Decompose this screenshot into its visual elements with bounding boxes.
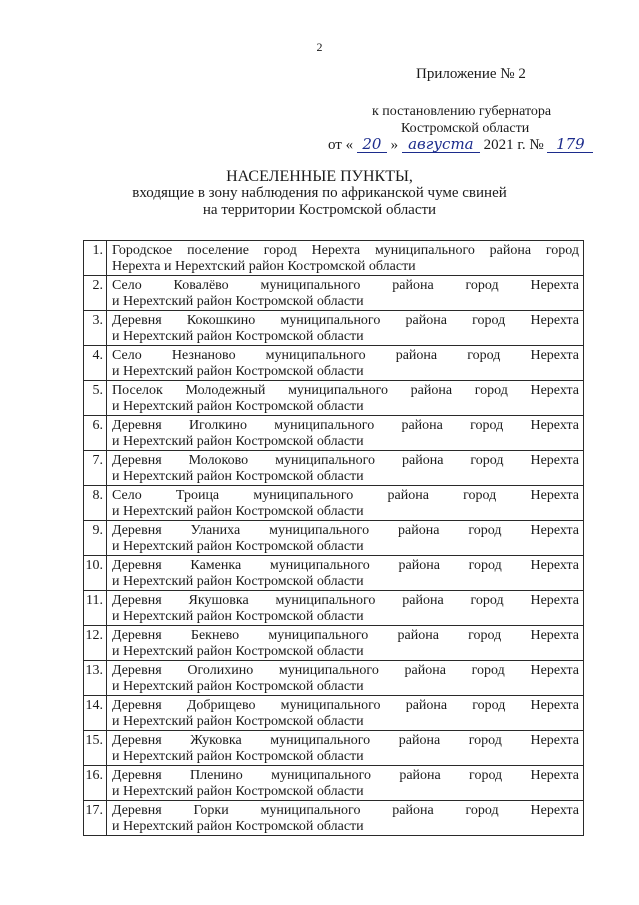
table-row	[84, 451, 584, 486]
row-settlement	[107, 591, 584, 626]
table-row	[84, 241, 584, 276]
table-row	[84, 486, 584, 521]
row-settlement	[107, 486, 584, 521]
settlement-line-2: и Нерехтский район Костромской области	[112, 294, 364, 309]
table-row	[84, 661, 584, 696]
settlement-line-2: и Нерехтский район Костромской области	[112, 434, 364, 449]
date-line	[328, 136, 593, 154]
row-number: 15.	[84, 731, 107, 766]
handwritten-month: августа	[402, 136, 480, 153]
settlements-table	[83, 240, 584, 836]
settlement-line-2: и Нерехтский район Костромской области	[112, 679, 364, 694]
settlement-line-1: Село Незнаново муниципального района город Нерехта	[112, 348, 579, 363]
row-number: 14.	[84, 696, 107, 731]
settlement-line-1: Деревня Якушовка муниципального района город Нерехта	[112, 593, 579, 608]
settlement-line-1: Поселок Молодежный муниципального района город Нерехта	[112, 383, 579, 398]
row-settlement	[107, 626, 584, 661]
table-row	[84, 766, 584, 801]
date-mid: »	[390, 137, 399, 153]
settlement-line-2: и Нерехтский район Костромской области	[112, 539, 364, 554]
table-row	[84, 416, 584, 451]
date-year: 2021 г. №	[483, 137, 544, 153]
row-settlement	[107, 241, 584, 276]
row-number: 11.	[84, 591, 107, 626]
table-row	[84, 276, 584, 311]
row-number: 13.	[84, 661, 107, 696]
settlement-line-1: Деревня Добрищево муниципального района город Нерехта	[112, 698, 579, 713]
row-number: 10.	[84, 556, 107, 591]
settlement-line-2: Нерехта и Нерехтский район Костромской области	[112, 259, 416, 274]
settlement-line-2: и Нерехтский район Костромской области	[112, 399, 364, 414]
title-line-2: входящие в зону наблюдения по африканской чуме свиней	[132, 185, 507, 201]
table-row	[84, 346, 584, 381]
row-settlement	[107, 451, 584, 486]
row-number: 9.	[84, 521, 107, 556]
page-number: 2	[316, 40, 323, 54]
row-number: 16.	[84, 766, 107, 801]
row-number: 4.	[84, 346, 107, 381]
settlement-line-1: Село Ковалёво муниципального района город Нерехта	[112, 278, 579, 293]
settlement-line-2: и Нерехтский район Костромской области	[112, 819, 364, 834]
row-settlement	[107, 661, 584, 696]
table-row	[84, 381, 584, 416]
table-row	[84, 626, 584, 661]
row-settlement	[107, 311, 584, 346]
handwritten-number: 179	[547, 136, 593, 153]
settlement-line-1: Деревня Каменка муниципального района город Нерехта	[112, 558, 579, 573]
date-prefix: от «	[328, 137, 354, 153]
row-settlement	[107, 346, 584, 381]
row-number: 7.	[84, 451, 107, 486]
row-settlement	[107, 731, 584, 766]
settlement-line-2: и Нерехтский район Костромской области	[112, 784, 364, 799]
table-row	[84, 696, 584, 731]
row-settlement	[107, 696, 584, 731]
settlement-line-2: и Нерехтский район Костромской области	[112, 714, 364, 729]
table-row	[84, 311, 584, 346]
document-title	[0, 168, 639, 219]
settlement-line-2: и Нерехтский район Костромской области	[112, 644, 364, 659]
settlement-line-1: Деревня Оголихино муниципального района город Нерехта	[112, 663, 579, 678]
row-number: 17.	[84, 801, 107, 836]
row-number: 3.	[84, 311, 107, 346]
settlement-line-1: Деревня Молоково муниципального района город Нерехта	[112, 453, 579, 468]
row-number: 6.	[84, 416, 107, 451]
table-row	[84, 591, 584, 626]
settlement-line-1: Деревня Горки муниципального района город Нерехта	[112, 803, 579, 818]
resolution-line: к постановлению губернатора	[372, 104, 552, 119]
row-settlement	[107, 416, 584, 451]
settlement-line-2: и Нерехтский район Костромской области	[112, 749, 364, 764]
settlement-line-1: Деревня Жуковка муниципального района город Нерехта	[112, 733, 579, 748]
settlement-line-1: Деревня Бекнево муниципального района город Нерехта	[112, 628, 579, 643]
settlement-line-1: Деревня Уланиха муниципального района город Нерехта	[112, 523, 579, 538]
settlement-line-1: Городское поселение город Нерехта муниципального района город	[112, 243, 579, 258]
row-settlement	[107, 801, 584, 836]
row-number: 5.	[84, 381, 107, 416]
row-number: 12.	[84, 626, 107, 661]
table-row	[84, 556, 584, 591]
title-main: НАСЕЛЕННЫЕ ПУНКТЫ,	[226, 168, 413, 185]
settlement-line-1: Деревня Кокошкино муниципального района город Нерехта	[112, 313, 579, 328]
title-line-3: на территории Костромской области	[202, 202, 437, 218]
row-number: 2.	[84, 276, 107, 311]
row-settlement	[107, 276, 584, 311]
row-settlement	[107, 381, 584, 416]
settlement-line-1: Село Троица муниципального района город Нерехта	[112, 488, 579, 503]
row-number: 1.	[84, 241, 107, 276]
row-settlement	[107, 766, 584, 801]
table-row	[84, 521, 584, 556]
table-row	[84, 731, 584, 766]
row-number: 8.	[84, 486, 107, 521]
settlement-line-2: и Нерехтский район Костромской области	[112, 364, 364, 379]
row-settlement	[107, 556, 584, 591]
region-line: Костромской области	[401, 121, 530, 136]
settlement-line-1: Деревня Пленино муниципального района город Нерехта	[112, 768, 579, 783]
settlement-line-2: и Нерехтский район Костромской области	[112, 609, 364, 624]
settlement-line-2: и Нерехтский район Костромской области	[112, 469, 364, 484]
settlement-line-2: и Нерехтский район Костромской области	[112, 574, 364, 589]
appendix-title: Приложение № 2	[416, 66, 526, 82]
settlement-line-2: и Нерехтский район Костромской области	[112, 504, 364, 519]
table-row	[84, 801, 584, 836]
row-settlement	[107, 521, 584, 556]
handwritten-day: 20	[357, 136, 387, 153]
settlement-line-1: Деревня Иголкино муниципального района город Нерехта	[112, 418, 579, 433]
settlement-line-2: и Нерехтский район Костромской области	[112, 329, 364, 344]
